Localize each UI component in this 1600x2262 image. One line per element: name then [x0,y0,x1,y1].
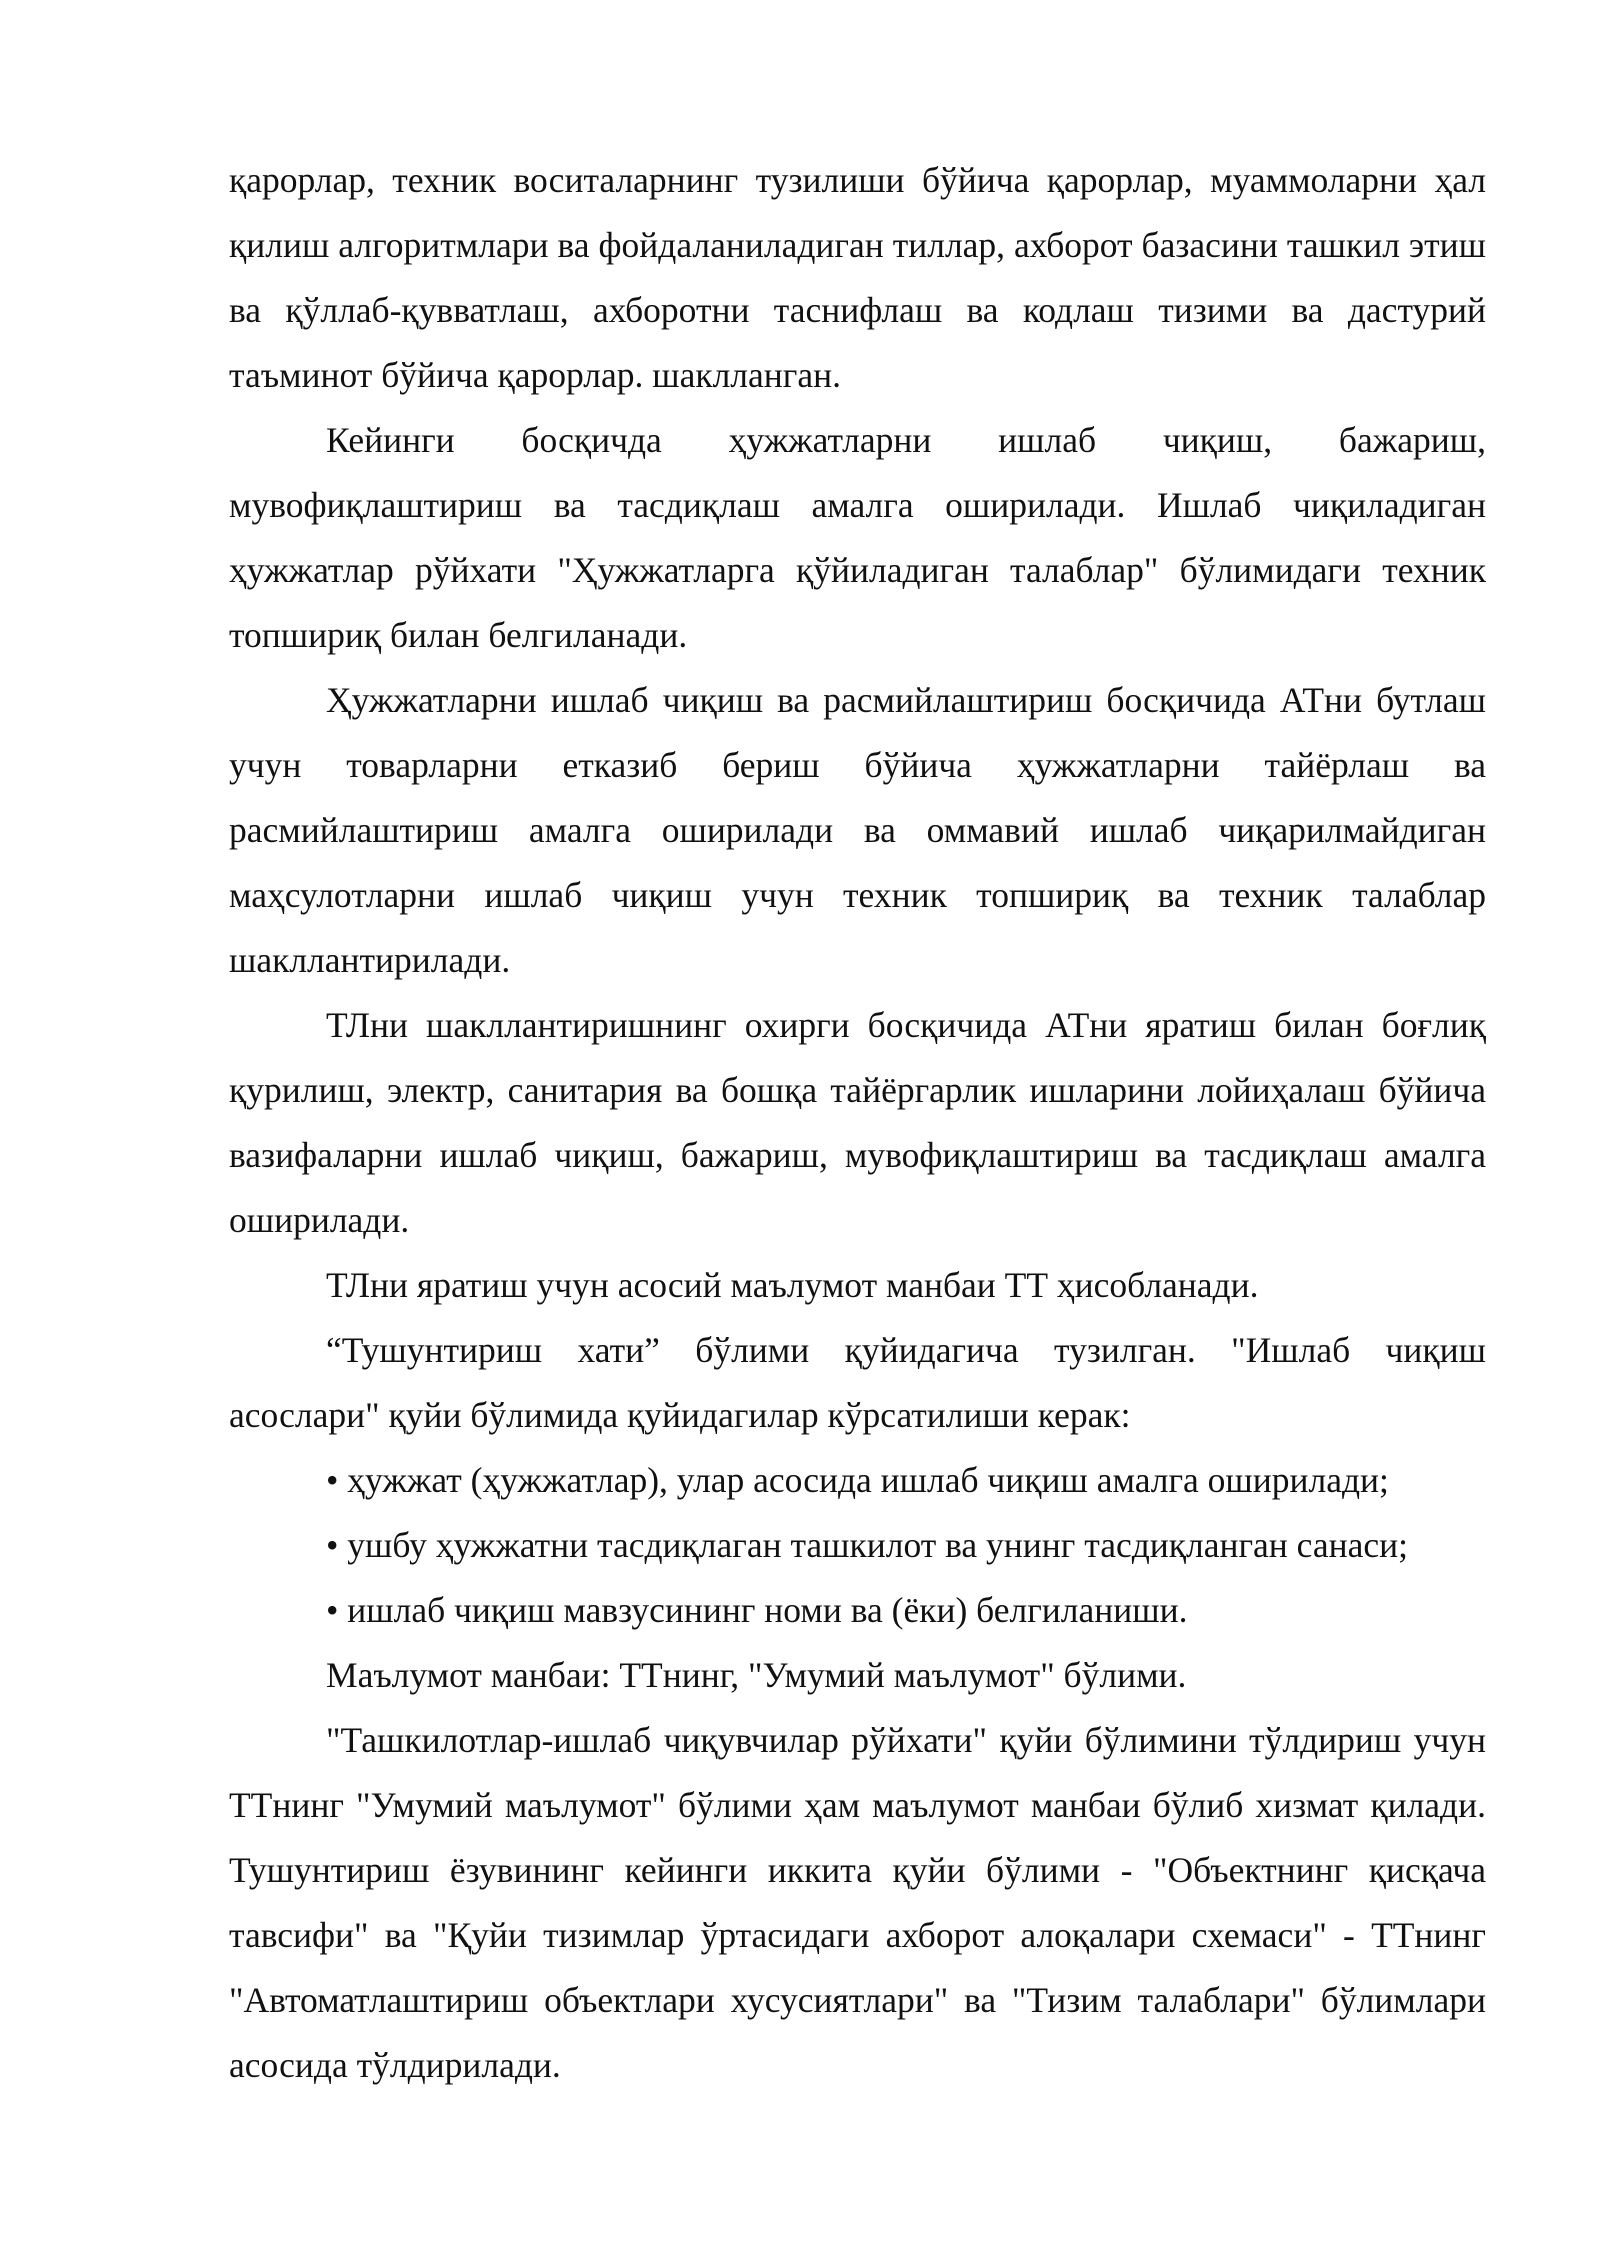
paragraph-next-stage: Кейинги босқичда ҳужжатларни ишлаб чиқиш, бажариш, мувофиқлаштириш ва тасдиқлаш амалга оширилади. Ишлаб чиқиладиган ҳужжатлар рўйхати "Ҳужжатларга қўйиладиган талаблар" бўлимидаги техник топшириқ билан белгиланади. [229,420,1486,655]
paragraph-final-stage: ТЛни шакллантиришнинг охирги босқичида АТни яратиш билан боғлиқ қурилиш, электр, санитария ва бошқа тайёргарлик ишларини лойиҳалаш бўйича вазифаларни ишлаб чиқиш, бажариш, мувофиқлаштириш ва тасдиқлаш амалга оширилади. [229,1005,1486,1240]
paragraph-continuation: қарорлар, техник воситаларнинг тузилиши бўйича қарорлар, муаммоларни ҳал қилиш алгоритмлари ва фойдаланиладиган тиллар, ахборот базасини ташкил этиш ва қўллаб-қувватлаш, ахборотни таснифлаш ва кодлаш тизими ва дастурий таъминот бўйича қарорлар. шаклланган. [229,160,1486,395]
paragraph-organizations: "Ташкилотлар-ишлаб чиқувчилар рўйхати" қуйи бўлимини тўлдириш учун ТТнинг "Умумий маълумот" бўлими ҳам маълумот манбаи бўлиб хизмат қилади. Тушунтириш ёзувининг кейинги иккита қуйи бўлими - "Объектнинг қисқача тавсифи" ва "Қуйи тизимлар ўртасидаги ахборот алоқалари схемаси" - ТТнинг "Автоматлаштириш объектлари хусусиятлари" ва "Тизим талаблари" бўлимлари асосида тўлдирилади. [229,1720,1486,2085]
paragraph-explanatory-note: “Тушунтириш хати” бўлими қуйидагича тузилган. "Ишлаб чиқиш асослари" қуйи бўлимида қуйидагилар кўрсатилиши керак: [229,1330,1486,1435]
bullet-item: • ҳужжат (ҳужжатлар), улар асосида ишлаб чиқиш амалга оширилади; [326,1460,1389,1500]
bullet-item: • ушбу ҳужжатни тасдиқлаган ташкилот ва унинг тасдиқланган санаси; [326,1525,1408,1565]
paragraph-info-source: Маълумот манбаи: ТТнинг, "Умумий маълумот" бўлими. [326,1655,1187,1695]
document-body [229,148,1486,2098]
paragraph-source: ТЛни яратиш учун асосий маълумот манбаи ТТ ҳисобланади. [326,1265,1259,1305]
bullet-item: • ишлаб чиқиш мавзусининг номи ва (ёки) белгиланиши. [326,1590,1188,1630]
paragraph-documents-stage: Ҳужжатларни ишлаб чиқиш ва расмийлаштириш босқичида АТни бутлаш учун товарларни етказиб бериш бўйича ҳужжатларни тайёрлаш ва расмийлаштириш амалга оширилади ва оммавий ишлаб чиқарилмайдиган маҳсулотларни ишлаб чиқиш учун техник топшириқ ва техник талаблар шакллантирилади. [229,680,1486,980]
